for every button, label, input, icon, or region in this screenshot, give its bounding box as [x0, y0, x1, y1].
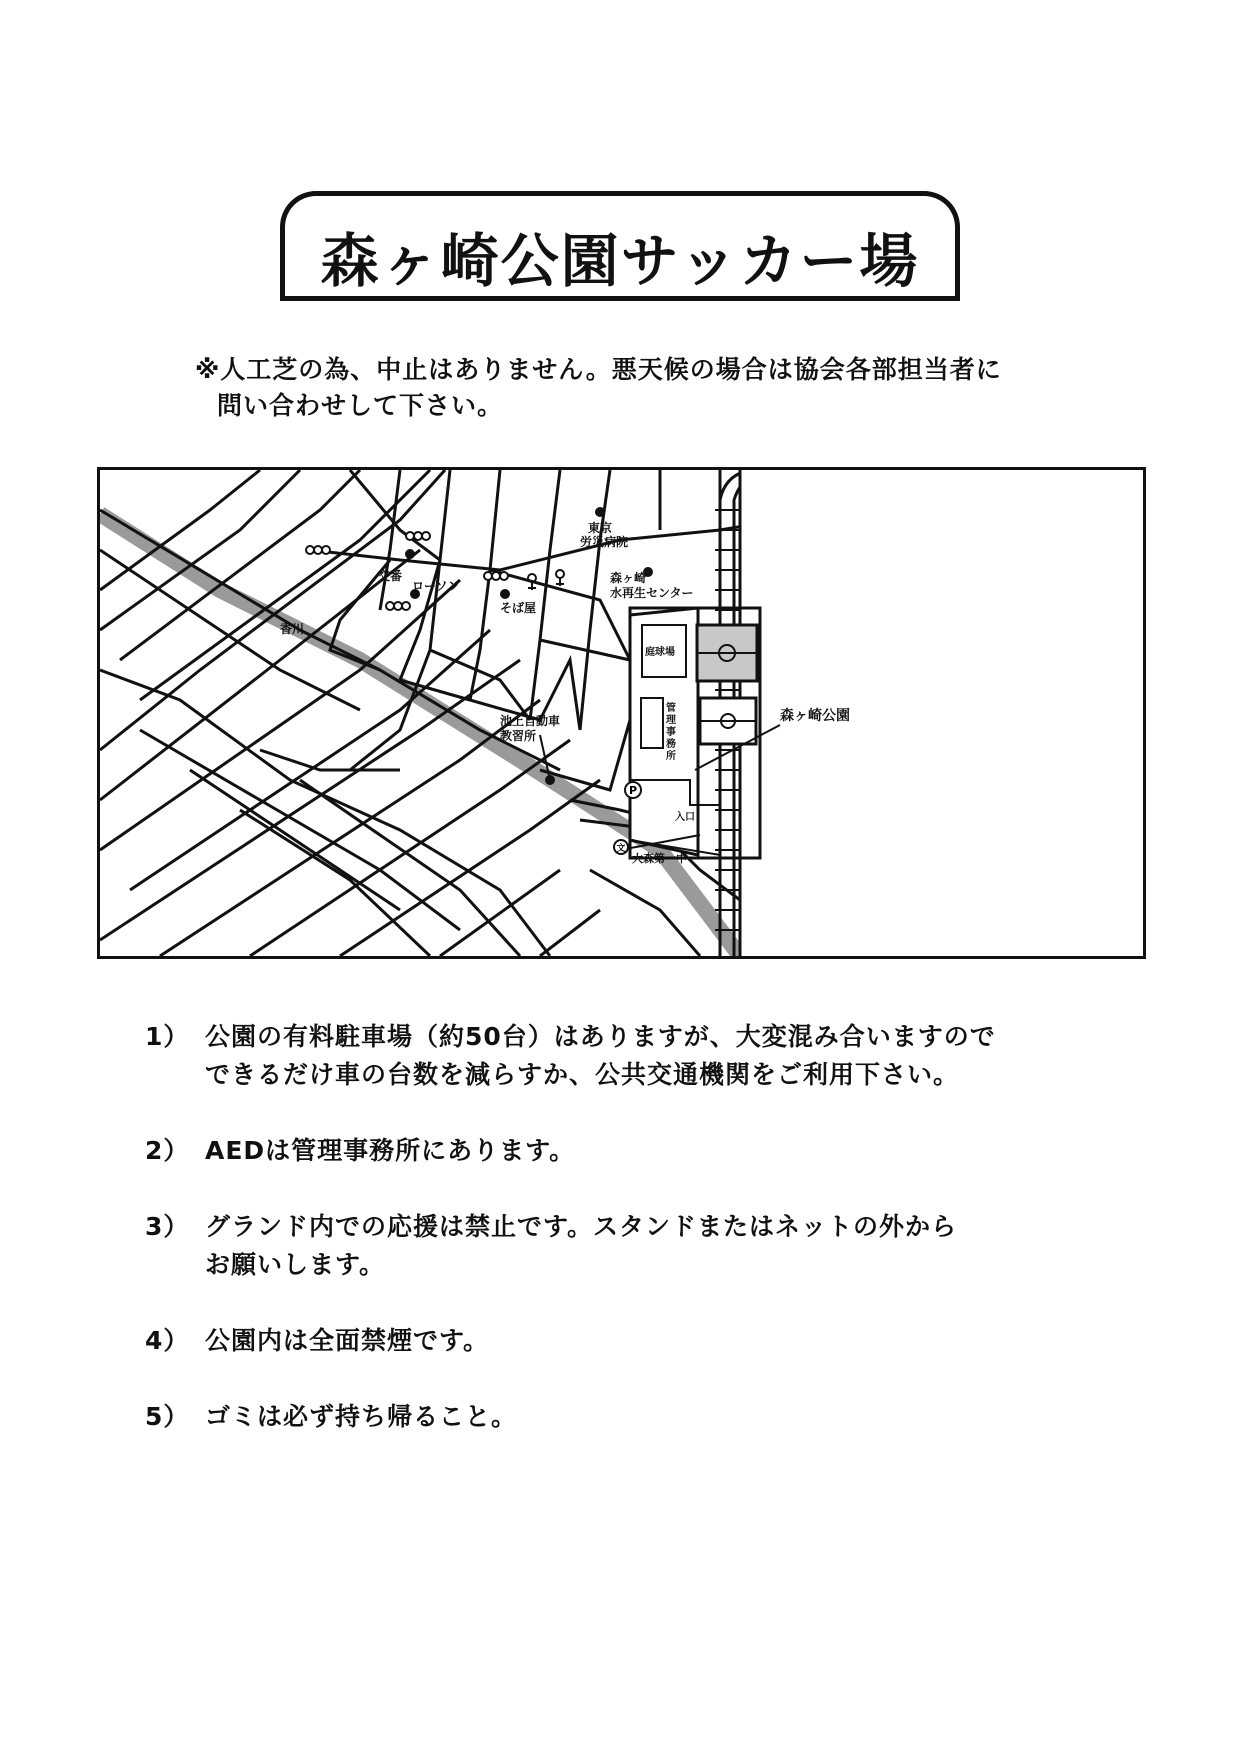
school-symbol: 文: [616, 844, 626, 854]
label-kanri-4: 務: [666, 739, 676, 750]
rule-item: [145, 1208, 1105, 1284]
label-rosai-2: 労災病院: [580, 535, 629, 549]
map: [97, 467, 1146, 959]
label-park: 森ヶ崎公園: [780, 708, 850, 724]
rule-number: 1）: [145, 1022, 190, 1051]
label-kanri-3: 事: [666, 727, 676, 738]
rule-item: [145, 1018, 1105, 1094]
label-rosai-1: 東京: [588, 521, 613, 535]
rule-item: [145, 1398, 1105, 1436]
label-school-2: 教習所: [500, 729, 537, 743]
label-entrance: 入口: [675, 812, 695, 823]
rule-number: 5）: [145, 1402, 190, 1431]
rule-number: 4）: [145, 1326, 190, 1355]
rule-text: 公園内は全面禁煙です。: [205, 1326, 490, 1355]
label-kanri-5: 所: [666, 751, 676, 762]
label-water-2: 水再生センター: [610, 586, 694, 600]
label-sobaya: そば屋: [500, 601, 537, 615]
management-office: [641, 698, 663, 748]
notice: [195, 352, 1002, 424]
street-map: [100, 470, 1143, 956]
notice-line-2: 問い合わせして下さい。: [217, 391, 504, 420]
label-school-1: 池上自動車: [500, 714, 561, 728]
rule-text: ゴミは必ず持ち帰ること。: [205, 1402, 518, 1431]
rule-number: 3）: [145, 1212, 190, 1241]
label-lawson: ローソン: [412, 579, 460, 593]
label-kagawa: 香川: [280, 622, 305, 636]
rule-text: 公園の有料駐車場（約50台）はありますが、大変混み合いますので できるだけ車の台数を減らすか、公共交通機関をご利用下さい。: [205, 1022, 996, 1089]
label-kanri-2: 理: [666, 715, 676, 726]
rule-text: AEDは管理事務所にあります。: [205, 1136, 576, 1165]
label-koban: 交番: [378, 569, 403, 583]
label-water-1: 森ヶ崎: [610, 571, 647, 585]
label-junior-high: 大森第一中: [632, 852, 687, 865]
page-title: 森ヶ崎公園サッカー場: [320, 227, 920, 295]
label-teikyujo: 庭球場: [645, 647, 675, 658]
rule-number: 2）: [145, 1136, 190, 1165]
parking-label: P: [628, 784, 638, 797]
rule-item: [145, 1132, 1105, 1170]
label-kanri-1: 管: [666, 703, 676, 714]
rule-text: グランド内での応援は禁止です。スタンドまたはネットの外から お願いします。: [205, 1212, 958, 1279]
rules-list: [145, 1018, 1105, 1474]
rule-item: [145, 1322, 1105, 1360]
notice-line-1: ※人工芝の為、中止はありません。悪天候の場合は協会各部担当者に: [195, 355, 1002, 384]
traffic-signals: [306, 532, 508, 610]
